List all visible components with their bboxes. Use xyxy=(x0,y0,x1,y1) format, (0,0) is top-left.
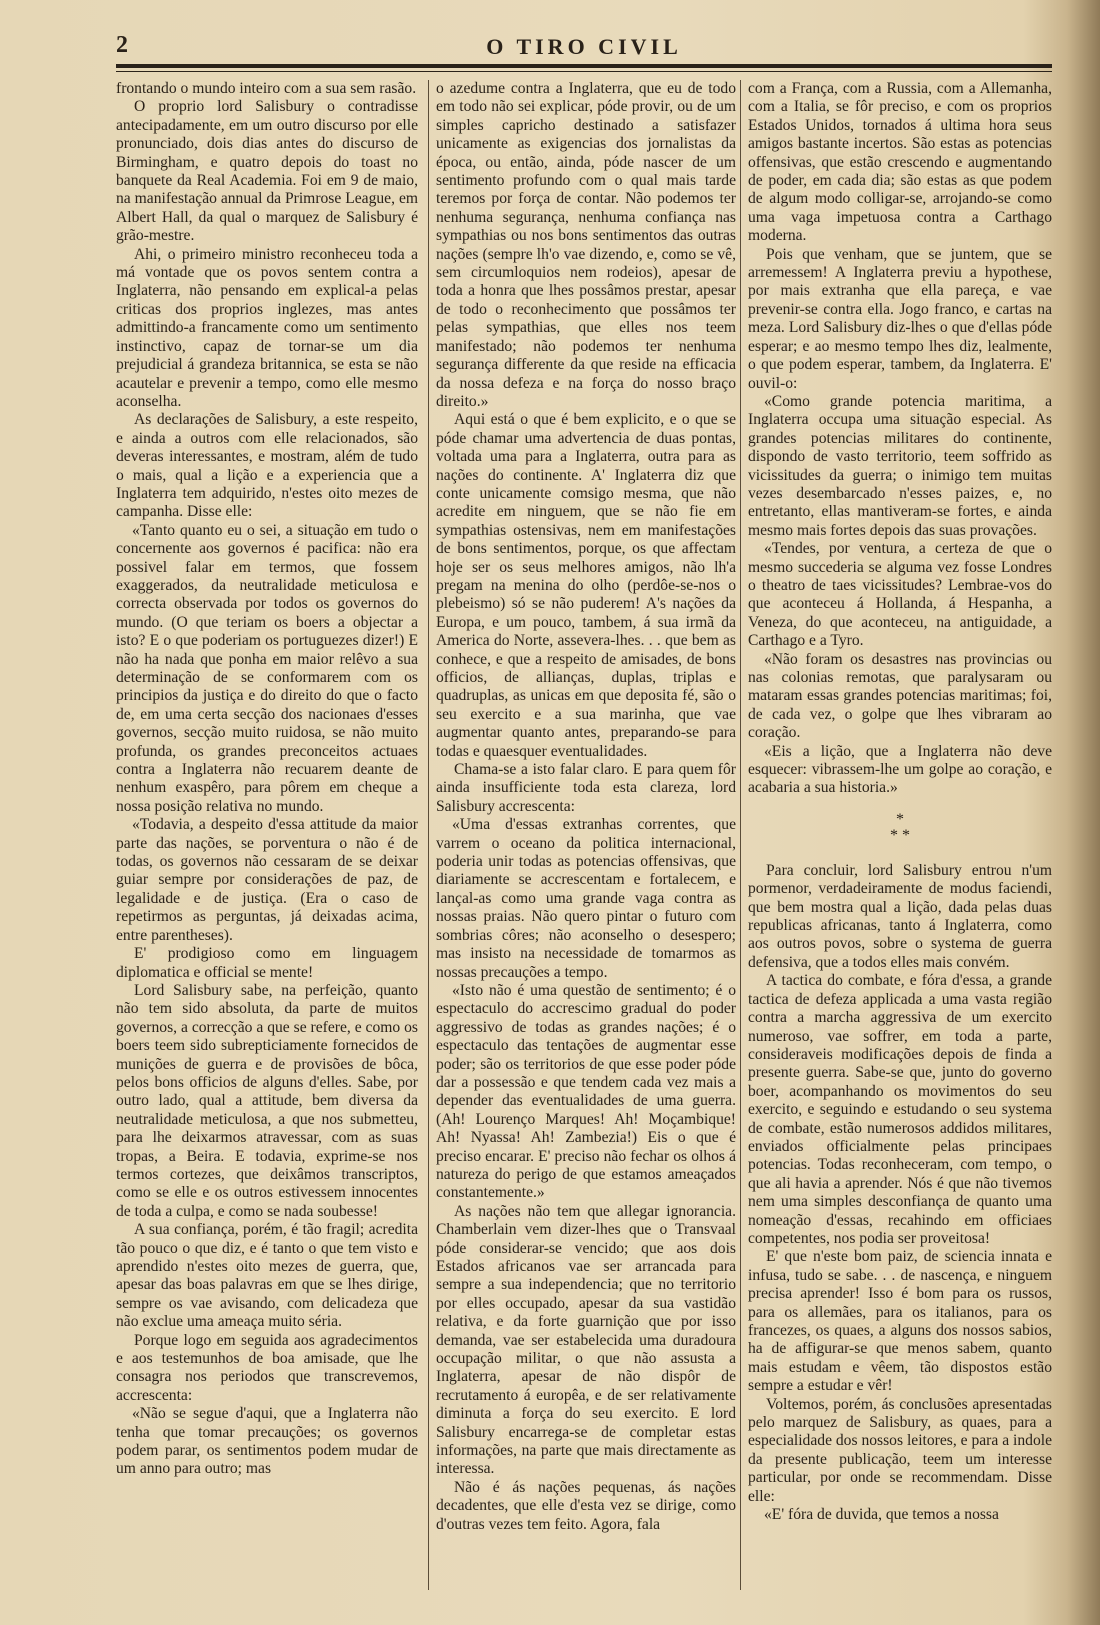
article-column-3 xyxy=(748,80,1052,1600)
quote-paragraph: «E' fóra de duvida, que temos a nossa xyxy=(764,1506,999,1524)
paragraph: O proprio lord Salisbury o contradisse antecipadamente, em um outro discurso por elle pronunciado, dois dias antes do discurso de Birmingham, e quatro depois do toast no banquete da Real Academia. Foi em 9 de maio, na manifestação annual da Primrose League, em Albert Hall, da qual o marquez de Salisbury é grão-mestre. xyxy=(116,98,418,245)
paragraph: Para concluir, lord Salisbury entrou n'um pormenor, verdadeiramente de modus faciendi, que bem mostra qual a lição, dada pelas duas republicas africanas, tanto á Inglaterra, como aos outros povos, sobre o systema de guerra defensiva, que a todos elles mais convém. xyxy=(748,861,1052,971)
paragraph: Porque logo em seguida aos agradecimentos e aos testemunhos de boa amisade, que lhe consagra nos periodos que transcrevemos, accrescenta: xyxy=(116,1331,418,1404)
quote-paragraph: «Isto não é uma questão de sentimento; é o espectaculo do accrescimo gradual do poder aggressivo de todas as grandes nações; é o espectaculo das tentações de augmentar esse poder; são os territorios de que esse poder póde dar a possessão e que tendem cada vez mais a depender das eventualidades de uma guerra. (Ah! Lourenço Marques! Ah! Moçambique! Ah! Nyassa! Ah! Zambezia!) Eis o que é preciso encarar. E' preciso não fechar os olhos á natureza do perigo de que estamos ameaçados constantemente.» xyxy=(436,981,736,1202)
asterism-bottom: * * xyxy=(890,826,910,844)
quote-paragraph: «Não foram os desastres nas provincias ou nas colonias remotas, que paralysaram ou mataram essas grandes potencias maritimas; foi, de cada vez, o golpe que lhes vibraram ao coração. xyxy=(748,650,1052,742)
article-column-1 xyxy=(116,80,418,1600)
page-number: 2 xyxy=(116,32,128,58)
paragraph: Aqui está o que é bem explicito, e o que se póde chamar uma advertencia de duas pontas, voltada uma para a Inglaterra, outra para as nações do continente. A' Inglaterra diz que conte unicamente comsigo mesma, que não acredite em ninguem, que se não fie em sympathias ostensivas, nem em manifestações de bons sentimentos, porque, os que affectam hoje ser os seus melhores amigos, não lh'a pregam na menina do olho (perdôe-se-nos o plebeismo) só se não puderem! A's nações da Europa, e um pouco, tambem, á sua irmã da America do Norte, assevera-lhes. . . que bem as conhece, e que a respeito de amisades, de bons officios, de allianças, duplas, triplas e quadruplas, as unicas em que deposita fé, são o seu exercito e a sua marinha, que vae augmentar quanto antes, preparando-se para todas e quaesquer eventualidades. xyxy=(436,411,736,760)
section-separator xyxy=(748,812,1052,844)
paragraph: As declarações de Salisbury, a este respeito, e ainda a outros com elle relacionados, são deveras interessantes, e mostram, além de tudo o mais, qual a lição e a experiencia que a Inglaterra tem adquirido, n'estes oito mezes de campanha. Disse elle: xyxy=(116,411,418,521)
paragraph: As nações não tem que allegar ignorancia. Chamberlain vem dizer-lhes que o Transvaal póde considerar-se vencido; que aos dois Estados africanos vae ser arrancada para sempre a sua independencia; que no territorio por elles occupado, apesar da sua vastidão relativa, e da forte guarnição que por isso demanda, vae ser estabelecida uma duradoura occupação militar, o que não assusta a Inglaterra, apesar de não dispôr de recrutamento á europêa, e de ser relativamente diminuta a força do seu exercito. E lord Salisbury encarrega-se de completar estas informações, na parte que mais directamente as interessa. xyxy=(436,1202,736,1478)
quote-paragraph: «Eis a lição, que a Inglaterra não deve esquecer: vibrassem-lhe um golpe ao coração, e acabaria a sua historia.» xyxy=(748,742,1052,797)
quote-paragraph: «Todavia, a despeito d'essa attitude da maior parte das nações, se porventura o não é de todas, os governos não cessaram de se deixar guiar sempre por considerações de paz, de legalidade e de justiça. (Era o caso de repetirmos as perguntas, já deixadas acima, entre parentheses). xyxy=(116,816,418,944)
paragraph: Voltemos, porém, ás conclusões apresentadas pelo marquez de Salisbury, as quaes, para a especialidade dos nossos leitores, e para a indole da presente publicação, teem um interesse particular, por onde se recommendam. Disse elle: xyxy=(748,1395,1052,1505)
paragraph: com a França, com a Russia, com a Allemanha, com a Italia, se fôr preciso, e com os proprios Estados Unidos, tornados á ultima hora seus amigos bastante incertos. São estas as potencias offensivas, que estão crescendo e augmentando de poder, em cada dia; são estas as que podem de algum modo colligar-se, arrojando-se como uma vaga impetuosa contra a Carthago moderna. xyxy=(748,80,1052,245)
header-rule-thin xyxy=(116,71,1052,72)
paragraph: Ahi, o primeiro ministro reconheceu toda a má vontade que os povos sentem contra a Inglaterra, não pensando em explical-a pelas criticas dos proprios inglezes, mas antes admittindo-a francamente como um sentimento instinctivo, capaz de tornar-se um dia prejudicial á grandeza britannica, se esta se não acautelar e prevenir a tempo, como elle mesmo aconselha. xyxy=(116,245,418,410)
paragraph: Pois que venham, que se juntem, que se arremessem! A Inglaterra previu a hypothese, por mais extranha que ella pareça, e vae prevenir-se contra ella. Jogo franco, e cartas na meza. Lord Salisbury diz-lhes o que d'ellas póde esperar; e ao mesmo tempo lhes diz, lealmente, o que podem esperar, tambem, da Inglaterra. E' ouvil-o: xyxy=(748,245,1052,392)
paragraph: A sua confiança, porém, é tão fragil; acredita tão pouco o que diz, e é tanto o que tem visto e aprendido n'estes oito mezes de guerra, que, apesar das boas palavras em que se lhes dirige, sempre os vae avisando, com delicadeza que não exclue uma ameaça muito séria. xyxy=(116,1221,418,1331)
column-divider-2 xyxy=(740,80,741,1590)
quote-paragraph: «Como grande potencia maritima, a Inglaterra occupa uma situação especial. As grandes potencias militares do continente, dispondo de vasto territorio, teem soffrido as vicissitudes da guerra; o inimigo tem muitas vezes desembarcado n'esses paizes, e, no entretanto, ellas mantiveram-se fortes, e ainda mesmo mais fortes depois das suas provações. xyxy=(748,392,1052,539)
quote-paragraph: «Uma d'essas extranhas correntes, que varrem o oceano da politica internacional, poderia unir todas as potencias offensivas, que diariamente se accrescentam e fortalecem, e lançal-as como uma grande vaga contra as nossas praias. Não quero pintar o futuro com sombrias côres; não aconselho o desespero; mas insisto na necessidade de tomarmos as nossas precauções a tempo. xyxy=(436,816,736,981)
article-column-2 xyxy=(436,80,736,1600)
paragraph: E' que n'este bom paiz, de sciencia innata e infusa, tudo se sabe. . . de nascença, e ninguem precisa aprender! Isso é bom para os russos, para os allemães, para os italianos, para os francezes, os quaes, a alguns dos nossos sabios, ha de affigurar-se que menos sabem, quanto mais estudam e vêem, tão dispostos estão sempre a estudar e vêr! xyxy=(748,1248,1052,1395)
paragraph: Não é ás nações pequenas, ás nações decadentes, que elle d'esta vez se dirige, como d'outras vezes tem feito. Agora, fala xyxy=(436,1478,736,1533)
paragraph: o azedume contra a Inglaterra, que eu de todo em todo não sei explicar, póde provir, ou de um simples capricho destinado a satisfazer unicamente as exigencias dos jornalistas da época, ou então, ainda, póde nascer de um sentimento profundo com o qual mais tarde teremos por força de contar. Não podemos ter nenhuma segurança, nenhuma confiança nas sympathias ou nos bons sentimentos das outras nações (sempre lh'o vae dizendo, e, como se vê, sem circumloquios nem rodeios), apesar de toda a honra que lhes possâmos prestar, apesar de todo o reconhecimento que possâmos ter pelas sympathias, que elles nos teem manifestado; não podemos ter nenhuma segurança differente da que reside na efficacia da nossa defeza e na força do nosso braço direito.» xyxy=(436,80,736,410)
paragraph: Lord Salisbury sabe, na perfeição, quanto não tem sido absoluta, da parte de muitos governos, a correcção a que se refere, e como os boers teem sido subrepticiamente fornecidos de munições de guerra e de provisões de bôca, pelos bons officios de alguns d'elles. Sabe, por outro lado, qual a attitude, bem diversa da neutralidade meticulosa, a que nos submetteu, para lhe deixarmos atravessar, com as suas tropas, a Beira. E todavia, exprime-se nos termos cortezes, que deixâmos transcriptos, como se elle e os outros estivessem innocentes de toda a culpa, e como se nada soubesse! xyxy=(116,981,418,1220)
quote-paragraph: «Tendes, por ventura, a certeza de que o mesmo succederia se alguma vez fosse Londres o theatro de taes vicissitudes? Lembrae-vos do que aconteceu á Hollanda, á Hespanha, a Veneza, do que aconteceu, na antiguidade, a Carthago e a Tyro. xyxy=(748,540,1052,650)
paragraph: E' prodigioso como em linguagem diplomatica e official se mente! xyxy=(116,945,418,981)
quote-paragraph: «Não se segue d'aqui, que a Inglaterra não tenha que tomar precauções; os governos podem parar, os sentimentos podem mudar de um anno para outro; mas xyxy=(116,1405,418,1478)
asterism-top: * xyxy=(896,810,904,828)
page-header xyxy=(116,30,1052,60)
quote-paragraph: «Tanto quanto eu o sei, a situação em tudo o concernente aos governos é pacifica: não era possivel falar em termos, que fossem exaggerados, da neutralidade meticulosa e correcta observada por todos os governos do mundo. (O que teriam os boers a objectar a isto? E o que poderiam os portuguezes dizer!) E não ha nada que ponha em maior relêvo a sua determinação de se conformarem com os principios da justiça e do direito do que o facto de, em uma certa secção dos nacionaes d'esses governos, secção muito ruidosa, se não muito profunda, os grandes preconceitos actuaes contra a Inglaterra não recuarem deante de nenhum exaspêro, para pôrem em cheque a nossa posição relativa no mundo. xyxy=(116,521,418,815)
paragraph: Chama-se a isto falar claro. E para quem fôr ainda insufficiente toda esta clareza, lord Salisbury accrescenta: xyxy=(436,761,736,815)
paragraph: A tactica do combate, e fóra d'essa, a grande tactica de defeza applicada a uma vasta região contra a marcha aggressiva de um exercito numeroso, vae soffrer, em toda a parte, consideraveis modificações depois de finda a presente guerra. Sabe-se que, junto do governo boer, acompanhando os movimentos do seu exercito, e seguindo e estudando o seu systema de combate, estão numerosos addidos militares, enviados officialmente pelas principaes potencias. Todas reconheceram, com tempo, o que ali havia a aprender. Nós é que não tivemos nem uma simples desconfiança de quanto uma nomeação d'essas, recahindo em officiaes competentes, nos podia ser proveitosa! xyxy=(748,972,1052,1247)
header-rule-thick xyxy=(116,64,1052,68)
paragraph: frontando o mundo inteiro com a sua sem rasão. xyxy=(116,80,417,97)
masthead-title: O TIRO CIVIL xyxy=(486,34,682,59)
column-divider-1 xyxy=(428,80,429,1590)
